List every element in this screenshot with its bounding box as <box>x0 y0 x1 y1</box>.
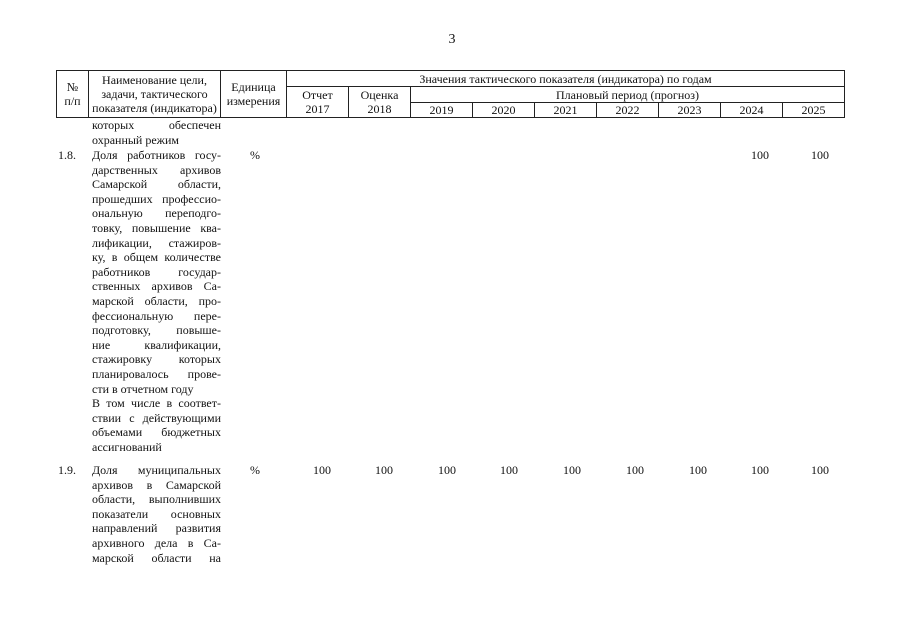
row-name-line: дарственных архивов <box>92 162 221 177</box>
header-name-line: Наименование цели, <box>102 73 207 87</box>
continuation-line: которых обеспечен <box>92 118 221 132</box>
row-name-line: архивов в Самарской <box>92 477 221 492</box>
row-value: 100 <box>751 463 769 477</box>
row-value: 100 <box>563 463 581 477</box>
row-name-line: ние квалификации, <box>92 337 221 352</box>
header-report <box>287 87 349 118</box>
row-number: 1.8. <box>58 148 76 162</box>
header-report-label: Отчет <box>302 88 333 102</box>
header-plan-year: 2022 <box>597 103 659 118</box>
header-estimate-label: Оценка <box>360 88 399 102</box>
header-plan-year: 2023 <box>659 103 721 118</box>
header-plan-year: 2021 <box>535 103 597 118</box>
row-name-line: направлений развития <box>92 521 221 536</box>
row-value: 100 <box>438 463 456 477</box>
header-name-line: показателя (индикатора) <box>92 101 217 115</box>
header-num-line: № <box>66 80 79 94</box>
row-value: 100 <box>689 463 707 477</box>
row-name-line: фессиональную пере- <box>92 308 221 323</box>
row-name-line: подготовку, повыше- <box>92 323 221 338</box>
row-name-line: архивного дела в Са- <box>92 535 221 550</box>
row-value: 100 <box>811 463 829 477</box>
header-num-line: п/п <box>64 94 81 108</box>
header-unit-line: Единица <box>231 80 276 94</box>
row-name-line: работников государ- <box>92 264 221 279</box>
row-name-line: В том числе в соответ- <box>92 396 221 411</box>
row-name-line: марской области на <box>92 550 221 565</box>
header-values-title: Значения тактического показателя (индикатора) по годам <box>287 71 845 87</box>
row-name-line: ственных архивов Са- <box>92 279 221 294</box>
row-value: 100 <box>500 463 518 477</box>
row-name-line: ку, в общем количестве <box>92 250 221 265</box>
continuation-line: охранный режим <box>92 132 179 147</box>
header-plan-year: 2019 <box>411 103 473 118</box>
row-name-line: Доля муниципальных <box>92 463 221 477</box>
row-name-line: Доля работников госу- <box>92 148 221 162</box>
row-value: 100 <box>751 148 769 162</box>
row-name-line: ональную переподго- <box>92 206 221 221</box>
header-name <box>89 71 221 118</box>
row-name-line: объемами бюджетных <box>92 425 221 440</box>
header-unit <box>221 71 287 118</box>
row-value: 100 <box>811 148 829 162</box>
header-estimate <box>349 87 411 118</box>
row-number: 1.9. <box>58 463 76 477</box>
indicator-table-header <box>56 70 845 118</box>
header-unit-line: измерения <box>226 94 281 108</box>
row-name-line: марской области, про- <box>92 293 221 308</box>
row-name-line: планировалось прове- <box>92 366 221 381</box>
header-plan-year: 2020 <box>473 103 535 118</box>
row-name-line: сти в отчетном году <box>92 381 194 396</box>
header-plan-title: Плановый период (прогноз) <box>411 87 845 103</box>
header-plan-year: 2024 <box>721 103 783 118</box>
header-estimate-year: 2018 <box>367 102 392 116</box>
page-number: 3 <box>448 32 456 47</box>
row-name-line: лификации, стажиров- <box>92 235 221 250</box>
row-name-line: ассигнований <box>92 439 162 454</box>
row-name-line: показатели основных <box>92 506 221 521</box>
header-num <box>57 71 89 118</box>
row-name <box>92 463 221 565</box>
row-name <box>92 148 221 454</box>
continuation-text <box>92 118 221 147</box>
row-name-line: Самарской области, <box>92 177 221 192</box>
row-name-line: прошедших профессио- <box>92 191 221 206</box>
row-value: 100 <box>626 463 644 477</box>
row-name-line: области, выполнивших <box>92 492 221 507</box>
header-plan-year: 2025 <box>783 103 845 118</box>
header-name-line: задачи, тактического <box>101 87 208 101</box>
row-name-line: стажировку которых <box>92 352 221 367</box>
row-name-line: товку, повышение ква- <box>92 220 221 235</box>
row-value: 100 <box>375 463 393 477</box>
row-unit: % <box>250 463 260 477</box>
row-value: 100 <box>313 463 331 477</box>
row-unit: % <box>250 148 260 162</box>
row-name-line: ствии с действующими <box>92 410 221 425</box>
header-report-year: 2017 <box>305 102 330 116</box>
